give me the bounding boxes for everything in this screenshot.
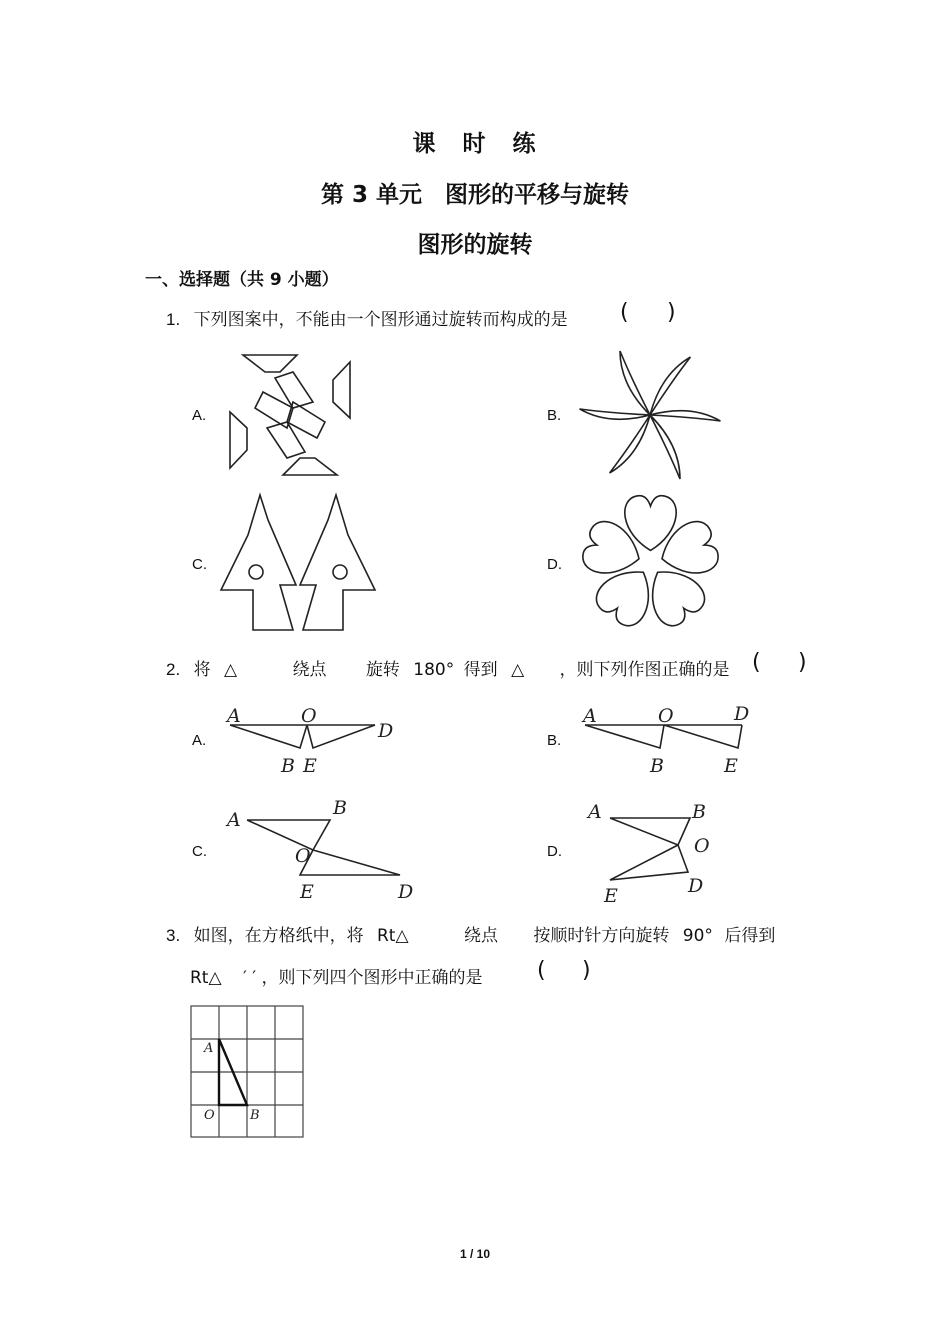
q2-option-c-figure xyxy=(225,790,425,905)
question-3-line-2: Rt△ ′ ′ ，则下列四个图形中正确的是 xyxy=(190,968,483,988)
label-b: B xyxy=(281,755,295,777)
label-o: O xyxy=(658,705,674,727)
q2-option-b-figure xyxy=(580,700,760,780)
label-b: B xyxy=(650,755,664,777)
option-label-d: D. xyxy=(547,556,562,573)
label-d: D xyxy=(378,720,394,742)
lesson-title: 图形的旋转 xyxy=(417,232,533,258)
answer-paren-close: ) xyxy=(667,300,676,325)
label-b: B xyxy=(333,797,347,819)
question-number: 2. xyxy=(166,660,181,679)
option-label-d: D. xyxy=(547,843,562,860)
pinwheel-figure xyxy=(225,350,355,480)
answer-paren-close: ) xyxy=(798,650,807,675)
label-e: E xyxy=(300,881,314,903)
q2-option-d-figure xyxy=(580,790,740,910)
worksheet-title: 课 时 练 xyxy=(412,131,538,157)
label-e: E xyxy=(724,755,738,777)
option-label-c: C. xyxy=(192,556,207,573)
option-label-b: B. xyxy=(547,732,562,749)
unit-title: 第 3 单元 图形的平移与旋转 xyxy=(320,182,630,208)
q2-option-a-figure xyxy=(225,700,405,780)
question-number: 1. xyxy=(166,310,181,329)
section-heading: 一、选择题（共 9 小题） xyxy=(145,270,339,290)
page-number: 1 / 10 xyxy=(459,1247,491,1261)
label-d: D xyxy=(734,703,750,725)
mirrored-arrows-figure xyxy=(218,490,378,635)
label-o: O xyxy=(301,705,317,727)
label-a: A xyxy=(583,705,597,727)
question-text: 下列图案中，不能由一个图形通过旋转而构成的是 xyxy=(193,310,568,330)
label-o: O xyxy=(295,845,311,867)
label-a: A xyxy=(588,801,602,823)
label-b: B xyxy=(692,801,706,823)
answer-paren-open: ( xyxy=(752,650,761,675)
label-b: B xyxy=(250,1108,260,1123)
answer-paren-open: ( xyxy=(620,300,629,325)
label-o: O xyxy=(694,835,710,857)
question-2: 2. 将 △ 绕点 旋转 180° 得到 △ ，则下列作图正确的是 xyxy=(166,660,730,680)
grid-triangle-figure xyxy=(190,1005,306,1139)
label-e: E xyxy=(303,755,317,777)
label-a: A xyxy=(227,809,241,831)
crescent-swirl-figure xyxy=(575,345,725,485)
label-a: A xyxy=(227,705,241,727)
label-a: A xyxy=(204,1041,214,1056)
heart-flower-figure xyxy=(578,490,723,635)
question-number: 3. xyxy=(166,926,181,945)
option-label-b: B. xyxy=(547,407,562,424)
label-d: D xyxy=(688,875,704,897)
question-1 xyxy=(166,305,568,330)
label-o: O xyxy=(204,1108,215,1123)
option-label-c: C. xyxy=(192,843,207,860)
label-d: D xyxy=(398,881,414,903)
answer-paren-open: ( xyxy=(537,958,546,983)
option-label-a: A. xyxy=(192,732,207,749)
question-3: 3. 如图，在方格纸中，将 Rt△ 绕点 按顺时针方向旋转 90° 后得到 xyxy=(166,926,776,946)
answer-paren-close: ) xyxy=(582,958,591,983)
option-label-a: A. xyxy=(192,407,207,424)
label-e: E xyxy=(604,885,618,907)
